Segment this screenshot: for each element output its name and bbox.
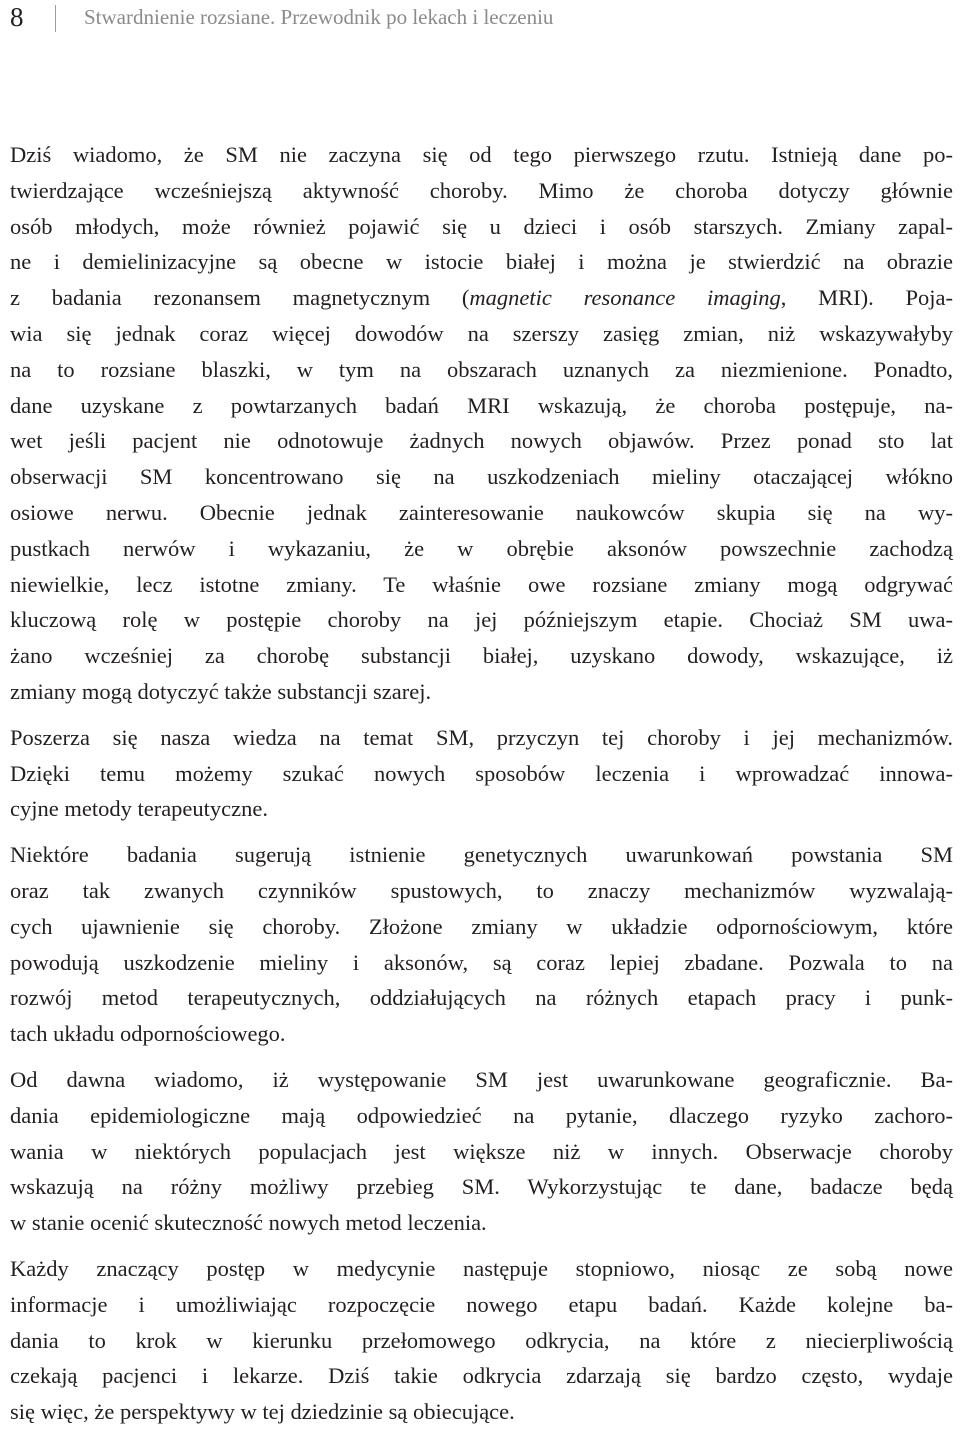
text-line: osiowe nerwu. Obecnie jednak zainteresowanie naukowców skupia się na wy-	[10, 499, 953, 525]
text-line: informacje i umożliwiając rozpoczęcie nowego etapu badań. Każde kolejne ba-	[10, 1291, 953, 1317]
text-run: , MRI). Poja-	[780, 285, 953, 311]
text-line: Od dawna wiadomo, iż występowanie SM jest uwarunkowane geograficznie. Ba-	[10, 1066, 953, 1092]
text-line: Poszerza się nasza wiedza na temat SM, przyczyn tej choroby i jej mechanizmów.	[10, 724, 953, 750]
text-line: dania epidemiologiczne mają odpowiedzieć na pytanie, dlaczego ryzyko zachoro-	[10, 1102, 953, 1128]
text-line: dane uzyskane z powtarzanych badań MRI wskazują, że choroba postępuje, na-	[10, 392, 953, 418]
page-header	[0, 0, 960, 40]
text-line: osób młodych, może również pojawić się u dzieci i osób starszych. Zmiany zapal-	[10, 213, 953, 239]
paragraph-3	[10, 837, 953, 1052]
page-number: 8	[10, 2, 24, 32]
text-line: wet jeśli pacjent nie odnotowuje żadnych nowych objawów. Przez ponad sto lat	[10, 428, 953, 454]
text-line: ne i demielinizacyjne są obecne w istocie białej i można je stwierdzić na obrazie	[10, 249, 953, 275]
text-line: powodują uszkodzenie mieliny i aksonów, są coraz lepiej zbadane. Pozwala to na	[10, 949, 953, 975]
text-line: niewielkie, lecz istotne zmiany. Te właśnie owe rozsiane zmiany mogą odgrywać	[10, 571, 953, 597]
italic-term: magnetic resonance imaging	[469, 285, 781, 311]
text-run: z badania rezonansem magnetycznym (	[10, 285, 470, 311]
text-line: Każdy znaczący postęp w medycynie następuje stopniowo, niosąc ze sobą nowe	[10, 1255, 953, 1281]
text-line: obserwacji SM koncentrowano się na uszkodzeniach mieliny otaczającej włókno	[10, 464, 953, 490]
text-line: cyjne metody terapeutyczne.	[10, 796, 269, 822]
text-line: kluczową rolę w postępie choroby na jej późniejszym etapie. Chociaż SM uwa-	[10, 607, 953, 633]
paragraph-1	[10, 137, 953, 710]
text-line: cych ujawnienie się choroby. Złożone zmiany w układzie odpornościowym, które	[10, 913, 953, 939]
text-line: rozwój metod terapeutycznych, oddziałujących na różnych etapach pracy i punk-	[10, 985, 953, 1011]
paragraph-2	[10, 720, 953, 827]
text-line: żano wcześniej za chorobę substancji białej, uzyskano dowody, wskazujące, iż	[10, 643, 953, 669]
text-line: czekają pacjenci i lekarze. Dziś takie odkrycia zdarzają się bardzo często, wydaje	[10, 1363, 953, 1389]
paragraph-5	[10, 1251, 953, 1430]
text-line: oraz tak zwanych czynników spustowych, to znaczy mechanizmów wyzwalają-	[10, 877, 953, 903]
text-line: na to rozsiane blaszki, w tym na obszarach uznanych za niezmienione. Ponadto,	[10, 356, 953, 382]
running-title: Stwardnienie rozsiane. Przewodnik po lekach i leczeniu	[84, 5, 554, 29]
header-divider	[55, 5, 56, 32]
text-line: zmiany mogą dotyczyć także substancji szarej.	[10, 678, 432, 704]
text-line: twierdzające wcześniejszą aktywność choroby. Mimo że choroba dotyczy głównie	[10, 177, 953, 203]
paragraph-4	[10, 1062, 953, 1241]
text-line-mri	[10, 280, 953, 316]
text-line: wskazują na różny możliwy przebieg SM. Wykorzystując te dane, badacze będą	[10, 1174, 953, 1200]
text-line: wania w niektórych populacjach jest większe niż w innych. Obserwacje choroby	[10, 1138, 953, 1164]
text-line: dania to krok w kierunku przełomowego odkrycia, na które z niecierpliwością	[10, 1327, 953, 1353]
text-line: wia się jednak coraz więcej dowodów na szerszy zasięg zmian, niż wskazywałyby	[10, 320, 953, 346]
text-line: się więc, że perspektywy w tej dziedzinie są obiecujące.	[10, 1399, 515, 1425]
text-line: Dziś wiadomo, że SM nie zaczyna się od tego pierwszego rzutu. Istnieją dane po-	[10, 142, 953, 167]
text-line: pustkach nerwów i wykazaniu, że w obrębie aksonów powszechnie zachodzą	[10, 535, 953, 561]
text-line: tach układu odpornościowego.	[10, 1021, 286, 1047]
body-text	[10, 137, 953, 1440]
text-line: Dzięki temu możemy szukać nowych sposobów leczenia i wprowadzać innowa-	[10, 760, 953, 786]
text-line: Niektóre badania sugerują istnienie genetycznych uwarunkowań powstania SM	[10, 842, 953, 868]
text-line: w stanie ocenić skuteczność nowych metod leczenia.	[10, 1210, 487, 1236]
